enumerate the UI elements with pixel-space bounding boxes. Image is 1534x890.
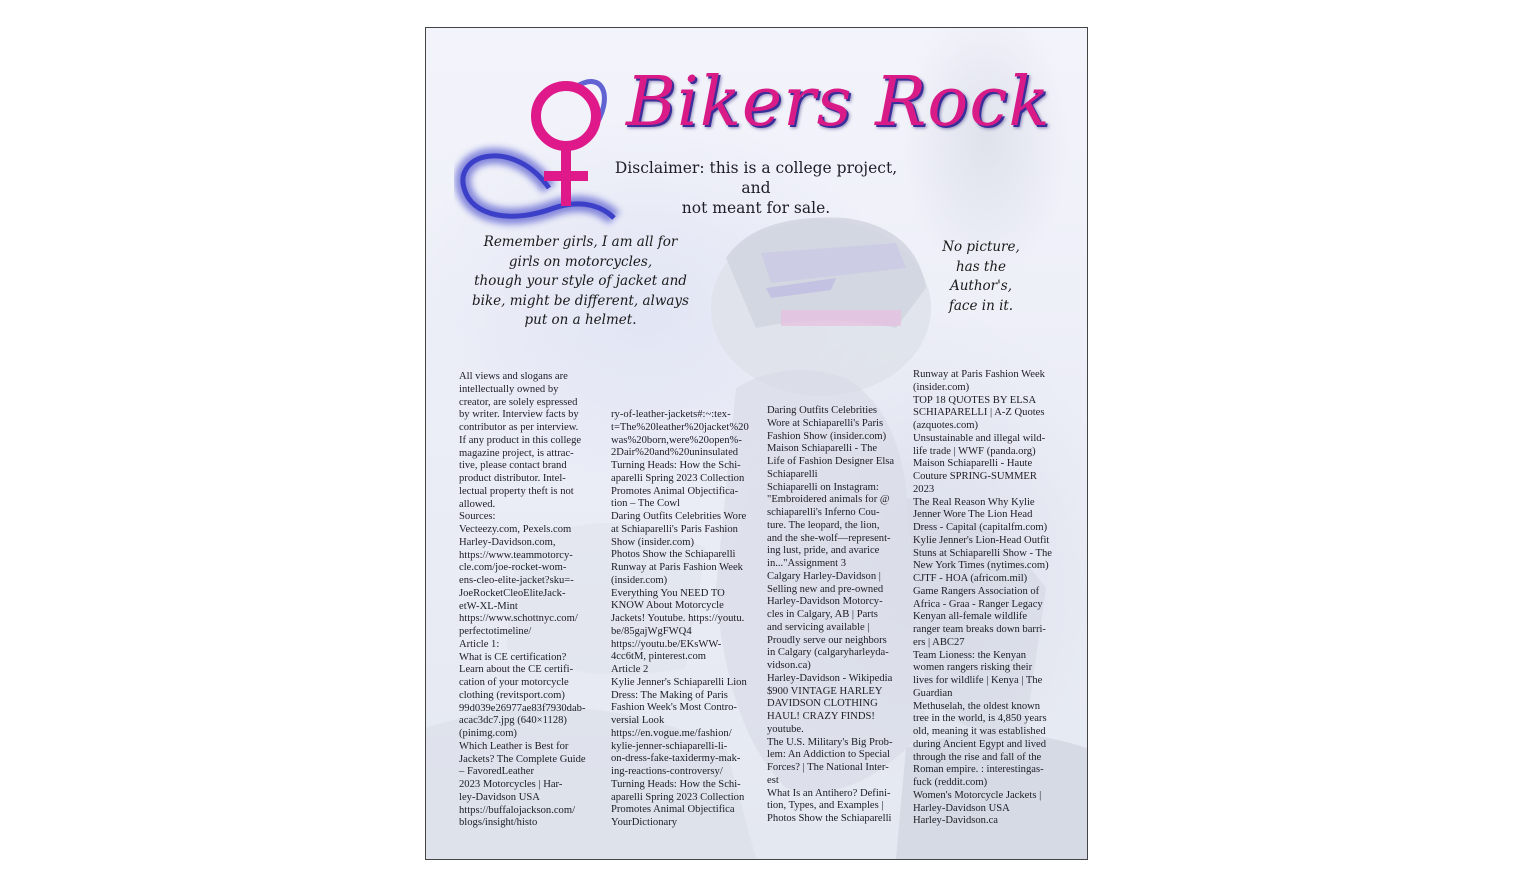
source-line: – FavoredLeather	[459, 766, 535, 778]
sources-column-4	[913, 369, 1053, 828]
source-line: Article 2	[611, 664, 649, 675]
source-line: cle.com/joe-rocket-wom-	[459, 562, 567, 574]
source-line: cation of your motorcycle	[459, 677, 569, 688]
source-line: cles in Calgary, AB | Parts	[767, 609, 878, 620]
source-line: Promotes Animal Objectifica	[611, 804, 735, 816]
source-line: Schiaparelli on Instagram:	[767, 481, 879, 493]
source-line: ing-reactions-controversy/	[611, 766, 723, 777]
source-line: What Is an Antihero? Defini-	[767, 787, 891, 799]
source-line: Kenyan all-female wildlife	[913, 611, 1028, 623]
source-line: (insider.com)	[611, 574, 668, 586]
source-line: magazine project, is attrac-	[459, 447, 574, 459]
magazine-page	[425, 27, 1088, 860]
source-line: Harley-Davidson - Wikipedia	[767, 672, 893, 684]
source-line: lives for wildlife | Kenya | The	[913, 675, 1043, 686]
source-line: (azquotes.com)	[913, 420, 979, 431]
source-line: creator, are solely espressed	[459, 396, 578, 408]
source-line: lectual property theft is not	[459, 485, 574, 497]
source-line: Promotes Animal Objectifica-	[611, 485, 739, 497]
source-line: Guardian	[913, 687, 953, 699]
sources-column-1	[459, 371, 591, 830]
source-line: est	[767, 774, 779, 786]
source-line: ley-Davidson USA	[459, 791, 540, 803]
source-line: TOP 18 QUOTES BY ELSA	[913, 394, 1037, 406]
source-line: Vecteezy.com, Pexels.com	[459, 524, 572, 535]
source-line: by writer. Interview facts by	[459, 409, 579, 421]
source-line: "Embroidered animals for @	[767, 494, 890, 506]
disclaimer	[611, 158, 901, 218]
source-line: Photos Show the Schiaparelli	[611, 549, 736, 561]
quote-line: has the	[955, 258, 1007, 275]
source-line: Roman empire. : interestingas-	[913, 764, 1044, 776]
source-line: contributor as per interview.	[459, 422, 579, 433]
source-line: Dress - Capital (capitalfm.com)	[913, 522, 1048, 533]
source-line: vidson.ca)	[767, 660, 811, 671]
source-line: Fashion Show (insider.com)	[767, 430, 887, 442]
source-line: Methuselah, the oldest known	[913, 700, 1041, 712]
source-line: clothing (revitsport.com)	[459, 689, 565, 701]
source-line: Everything You NEED TO	[611, 587, 725, 599]
quote-line: though your style of jacket and	[474, 273, 687, 289]
source-line: The Real Reason Why Kylie	[913, 496, 1035, 508]
source-line: What is CE certification?	[459, 651, 567, 663]
source-line: Life of Fashion Designer Elsa	[767, 456, 895, 467]
source-line: Harley-Davidson.com,	[459, 536, 556, 548]
source-line: etW-XL-Mint	[459, 600, 518, 612]
source-line: 2023	[913, 483, 935, 495]
source-line: Harley-Davidson Motorcy-	[767, 596, 883, 608]
source-line: old, meaning it was established	[913, 726, 1046, 737]
source-line: Learn about the CE certifi-	[459, 664, 574, 676]
source-line: aparelli Spring 2023 Collection	[611, 472, 745, 484]
disclaimer-line: not meant for sale.	[681, 199, 831, 217]
source-line: Daring Outfits Celebrities	[767, 405, 878, 416]
source-line: Show (insider.com)	[611, 536, 694, 548]
source-line: through the rise and fall of the	[913, 751, 1042, 763]
source-line: allowed.	[459, 498, 496, 510]
source-line: Fashion Week's Most Contro-	[611, 702, 737, 714]
source-line: Runway at Paris Fashion Week	[611, 562, 743, 573]
source-line: Photos Show the Schiaparelli	[767, 813, 892, 824]
source-line: Dress: The Making of Paris	[611, 689, 728, 701]
source-line: 2Dair%20and%20uninsulated	[611, 447, 739, 459]
source-line: Harley-Davidson.ca	[913, 815, 999, 827]
source-line: Women's Motorcycle Jackets |	[913, 789, 1042, 801]
source-line: Team Lioness: the Kenyan	[913, 649, 1027, 661]
quote-line: bike, might be different, always	[472, 292, 689, 309]
source-line: CJTF - HOA (africom.mil)	[913, 573, 1028, 584]
source-line: ing lust, pride, and avarice	[767, 545, 880, 557]
quote-line: girls on motorcycles,	[508, 253, 653, 270]
source-line: lem: An Addiction to Special	[767, 749, 890, 761]
quote-line: No picture,	[942, 239, 1020, 255]
source-line: New York Times (nytimes.com)	[913, 560, 1049, 572]
quote-line: Remember girls, I am all for	[483, 234, 678, 250]
source-line: schiaparelli's Inferno Cou-	[767, 507, 880, 518]
source-line: Kylie Jenner's Schiaparelli Lion	[611, 676, 747, 688]
source-line: 99d039e26977ae83f7930dab-	[459, 702, 586, 714]
source-line: Harley-Davidson USA	[913, 802, 1010, 814]
source-line: Article 1:	[459, 638, 500, 650]
masthead-title: Bikers Rock	[626, 63, 1051, 142]
source-line: blogs/insight/histo	[459, 817, 538, 829]
source-line: Turning Heads: How the Schi-	[611, 778, 741, 790]
source-line: youtube.	[767, 723, 804, 735]
source-line: Schiaparelli	[767, 468, 818, 480]
source-line: t=The%20leather%20jacket%20	[611, 421, 749, 433]
source-line: versial Look	[611, 715, 665, 726]
source-line: YourDictionary	[611, 817, 678, 828]
source-line: intellectually owned by	[459, 383, 559, 395]
source-line: tree in the world, is 4,850 years	[913, 713, 1047, 725]
source-line: on-dress-fake-taxidermy-mak-	[611, 753, 741, 765]
source-line: Sources:	[459, 511, 496, 523]
source-line: Kylie Jenner's Lion-Head Outfit	[913, 534, 1050, 546]
source-line: ranger team breaks down barri-	[913, 624, 1046, 635]
source-line: Which Leather is Best for	[459, 740, 569, 752]
source-line: Stuns at Schiaparelli Show - The	[913, 547, 1052, 559]
source-line: https://en.vogue.me/fashion/	[611, 727, 732, 739]
sources-column-3	[767, 405, 897, 826]
source-line: https://www.schottnyc.com/	[459, 613, 578, 625]
source-line: women rangers risking their	[913, 662, 1033, 674]
female-symbol-icon	[454, 68, 634, 243]
source-line: be/85gajWgFWQ4	[611, 625, 692, 637]
source-line: Jackets? The Complete Guide	[459, 753, 586, 765]
source-line: Turning Heads: How the Schi-	[611, 460, 741, 471]
source-line: 2023 Motorcycles | Har-	[459, 779, 563, 790]
source-line: life trade | WWF (panda.org)	[913, 445, 1036, 457]
source-line: (pinimg.com)	[459, 728, 517, 739]
source-line: Daring Outfits Celebrities Wore	[611, 511, 747, 522]
source-line: fuck (reddit.com)	[913, 777, 988, 788]
source-line: ry-of-leather-jackets#:~:tex-	[611, 409, 731, 420]
sources-column-2	[611, 409, 756, 830]
quote-line: Author's,	[949, 278, 1013, 294]
source-line: Jenner Wore The Lion Head	[913, 509, 1033, 521]
source-line: ens-cleo-elite-jacket?sku=-	[459, 575, 574, 586]
source-line: 4cc6tM, pinterest.com	[611, 651, 707, 663]
source-line: at Schiaparelli's Paris Fashion	[611, 523, 738, 535]
source-line: was%20born,were%20open%-	[611, 434, 742, 446]
source-line: aparelli Spring 2023 Collection	[611, 791, 745, 803]
source-line: tion – The Cowl	[611, 498, 680, 510]
source-line: tive, please contact brand	[459, 460, 567, 472]
source-line: DAVIDSON CLOTHING	[767, 698, 878, 710]
source-line: Maison Schiaparelli - The	[767, 443, 878, 455]
source-line: All views and slogans are	[459, 371, 568, 382]
source-line: and servicing available |	[767, 621, 870, 633]
source-line: ers | ABC27	[913, 636, 965, 648]
quote-line: put on a helmet.	[524, 312, 637, 328]
source-line: in..."Assignment 3	[767, 558, 847, 569]
author-picture-note	[921, 238, 1041, 316]
source-line: acac3dc7.jpg (640×1128)	[459, 715, 567, 727]
source-line: and the she-wolf—represent-	[767, 532, 891, 544]
source-line: Africa - Graa - Ranger Legacy	[913, 598, 1043, 610]
source-line: kylie-jenner-schiaparelli-li-	[611, 740, 728, 752]
source-line: Maison Schiaparelli - Haute	[913, 458, 1033, 470]
source-line: The U.S. Military's Big Prob-	[767, 736, 893, 748]
source-line: during Ancient Egypt and lived	[913, 738, 1046, 750]
source-line: perfectotimeline/	[459, 626, 532, 637]
source-line: Runway at Paris Fashion Week	[913, 369, 1045, 380]
disclaimer-line: Disclaimer: this is a college project, and	[614, 159, 898, 197]
source-line: (insider.com)	[913, 381, 970, 393]
source-line: in Calgary (calgaryharleyda-	[767, 647, 889, 659]
source-line: product distributor. Intel-	[459, 473, 566, 484]
source-line: $900 VINTAGE HARLEY	[767, 685, 883, 697]
source-line: https://buffalojackson.com/	[459, 804, 576, 816]
source-line: JoeRocketCleoEliteJack-	[459, 587, 566, 599]
source-line: SCHIAPARELLI | A-Z Quotes	[913, 407, 1045, 419]
source-line: KNOW About Motorcycle	[611, 600, 724, 612]
source-line: https://youtu.be/EKsWW-	[611, 638, 722, 650]
quote-line: face in it.	[948, 297, 1014, 314]
source-line: Calgary Harley-Davidson |	[767, 570, 881, 582]
source-line: Selling new and pre-owned	[767, 583, 884, 595]
source-line: Forces? | The National Inter-	[767, 762, 889, 773]
helmet-quote	[458, 233, 703, 331]
source-line: If any product in this college	[459, 434, 582, 446]
source-line: https://www.teammotorcy-	[459, 549, 573, 561]
source-line: Game Rangers Association of	[913, 585, 1040, 597]
source-line: Jackets! Youtube. https://youtu.	[611, 613, 745, 624]
source-line: Unsustainable and illegal wild-	[913, 432, 1046, 444]
source-line: ture. The leopard, the lion,	[767, 519, 880, 531]
source-line: tion, Types, and Examples |	[767, 800, 884, 812]
source-line: Proudly serve our neighbors	[767, 634, 887, 646]
source-line: Wore at Schiaparelli's Paris	[767, 417, 884, 429]
source-line: Couture SPRING-SUMMER	[913, 471, 1037, 482]
source-line: HAUL! CRAZY FINDS!	[767, 711, 875, 722]
